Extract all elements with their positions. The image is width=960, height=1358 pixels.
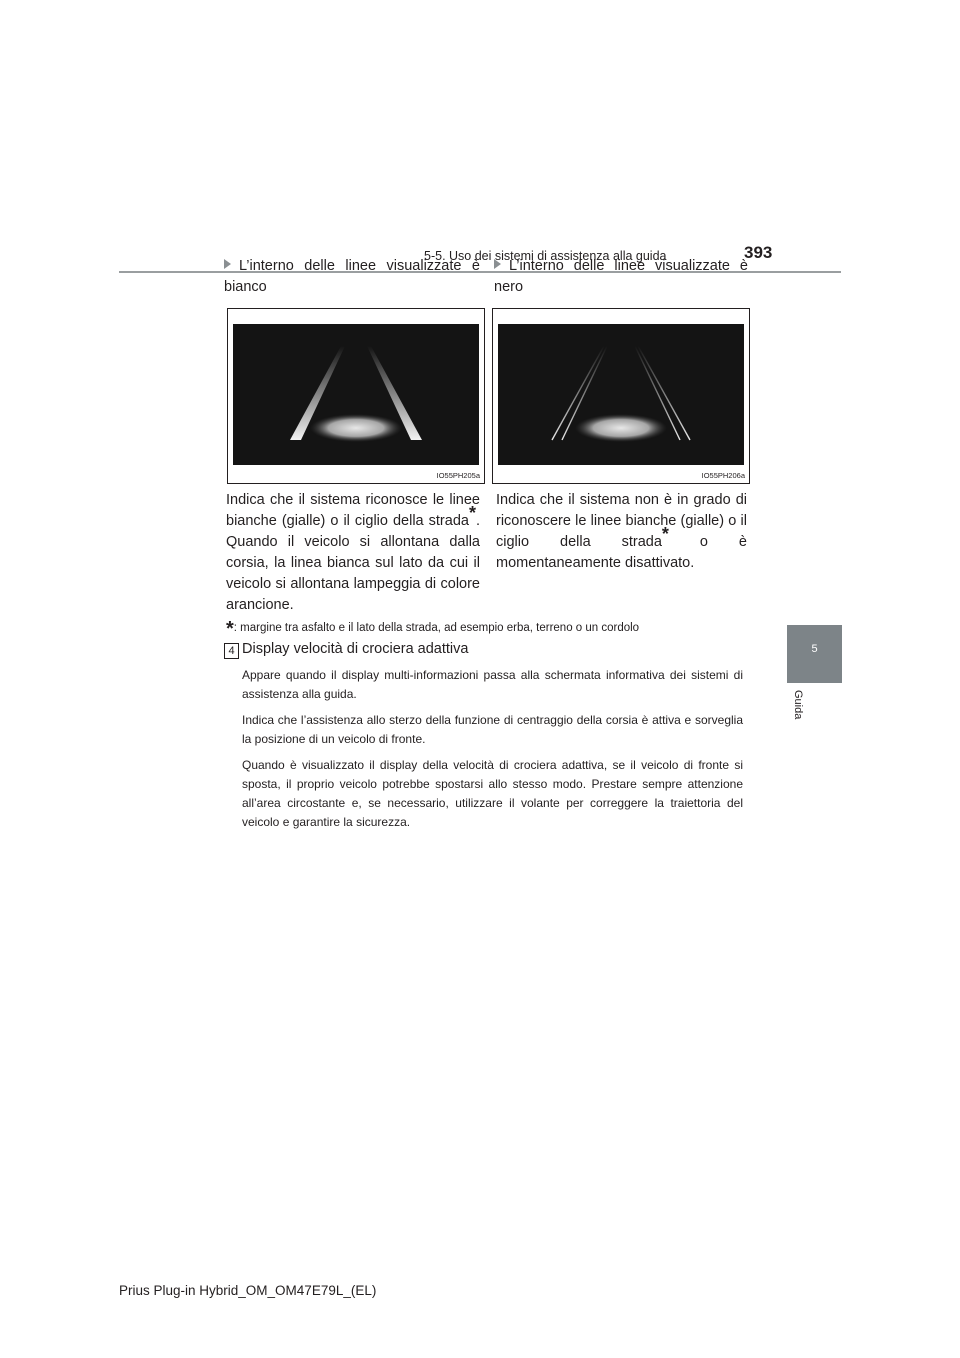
vehicle-icon	[310, 414, 402, 442]
footnote-text: : margine tra asfalto e il lato della strada, ad esempio erba, terreno o un cordolo	[233, 622, 640, 634]
page-number: 393	[744, 243, 773, 262]
column-1-body	[226, 490, 480, 616]
chapter-number: 5	[811, 643, 818, 655]
lane-lines-outlined-illustration	[498, 324, 744, 465]
item-title: Display velocità di crociera adattiva	[242, 641, 469, 657]
figure-white-lines	[227, 308, 485, 484]
item-number-badge: 4	[224, 643, 239, 659]
figure-black-lines	[492, 308, 750, 484]
asterisk-marker: *	[661, 524, 669, 545]
column-1-heading	[224, 256, 480, 298]
footnote-marker: *	[226, 618, 234, 640]
item-paragraph: Indica che l’assistenza allo sterzo della funzione di centraggio della corsia è attiva e sorveglia la posizione di un veicolo di fronte.	[242, 713, 743, 746]
triangle-bullet-icon	[494, 259, 501, 269]
chapter-label: Guida	[792, 690, 804, 720]
body-text: Indica che il sistema riconosce le linee bianche (gialle) o il ciglio della strada	[226, 492, 480, 529]
item-paragraph: Appare quando il display multi-informazioni passa alla schermata informativa dei sistemi di assistenza alla guida.	[242, 668, 743, 701]
body-text: . Quando il veicolo si allontana dalla corsia, la linea bianca sul lato da cui il veicolo si allontana lampeggia di colore arancione.	[226, 513, 480, 613]
item-paragraph: Quando è visualizzato il display della velocità di crociera adattiva, se il veicolo di fronte si sposta, il proprio veicolo potrebbe spostarsi allo stesso modo. Prestare sempre attenzione all’area circostante e, se necessario, utilizzare il volante per correggere la traiettoria del veicolo e garantire la sicurezza.	[242, 758, 743, 829]
figure-code: IO55PH205a	[436, 471, 480, 480]
lane-lines-white-illustration	[233, 324, 479, 465]
asterisk-marker: *	[468, 503, 476, 524]
body-text: o è momentaneamente disattivato.	[496, 534, 747, 571]
footnote	[226, 618, 639, 641]
footer-document-id: Prius Plug-in Hybrid_OM_OM47E79L_(EL)	[119, 1283, 377, 1298]
column-1-heading-text: L’interno delle linee visualizzate è bianco	[224, 258, 480, 295]
column-2-heading	[494, 256, 748, 298]
display-screen	[233, 324, 479, 465]
display-screen	[498, 324, 744, 465]
vehicle-icon	[575, 414, 667, 442]
column-2-body	[496, 490, 747, 574]
column-2-heading-text: L’interno delle linee visualizzate è nero	[494, 258, 748, 295]
figure-code: IO55PH206a	[701, 471, 745, 480]
chapter-tab	[787, 625, 842, 683]
triangle-bullet-icon	[224, 259, 231, 269]
body-text: Indica che il sistema non è in grado di riconoscere le linee bianche (gialle) o il ciglio della strada	[496, 492, 747, 550]
section-title: 5-5. Uso dei sistemi di assistenza alla guida	[424, 249, 667, 263]
